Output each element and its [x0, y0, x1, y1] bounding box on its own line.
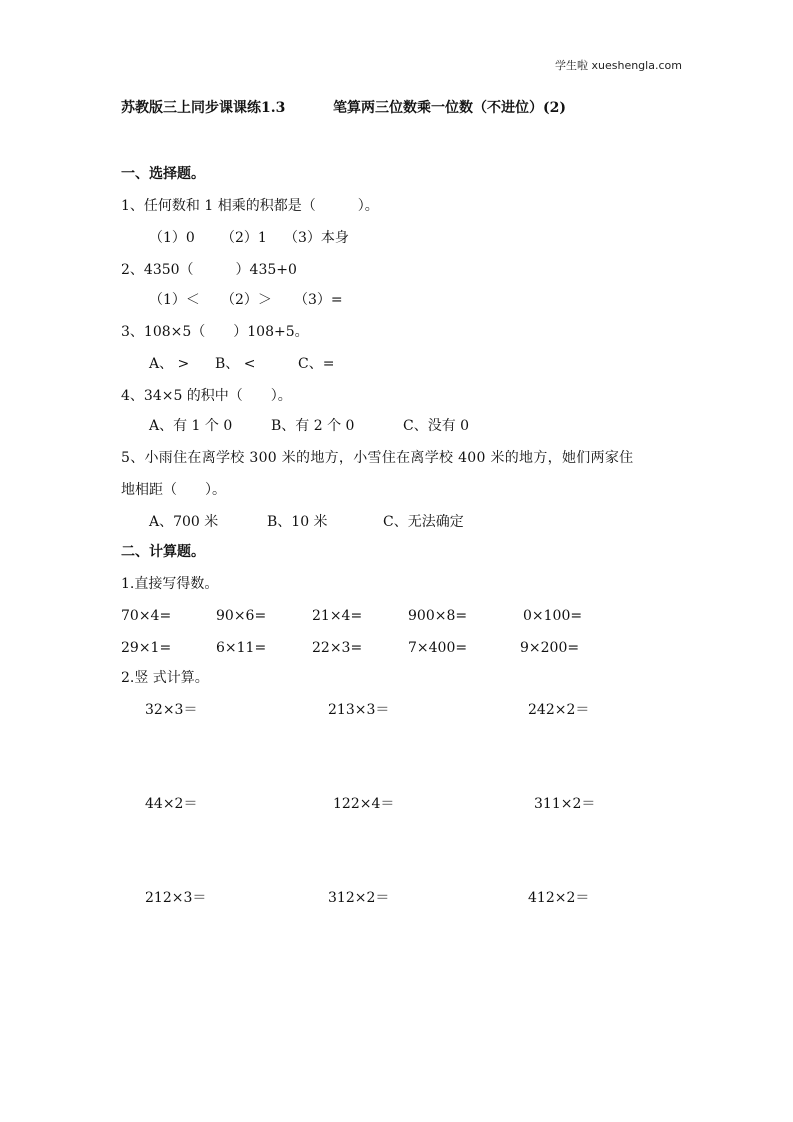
oral-problem: 21×4= — [312, 608, 363, 624]
vertical-problem: 44×2＝ — [145, 796, 198, 812]
site-watermark: 学生啦 xueshengla.com — [555, 59, 682, 72]
vertical-problem: 312×2＝ — [328, 890, 390, 906]
question-5-option: C、无法确定 — [383, 514, 464, 530]
document-title-right: 笔算两三位数乘一位数（不进位）(2) — [333, 100, 566, 116]
question-2-option: （1）＜ — [149, 292, 200, 308]
question-4-stem: 4、34×5 的积中（ ）。 — [121, 388, 292, 404]
part-2-label: 2.竖 式计算。 — [121, 670, 209, 686]
vertical-problem: 32×3＝ — [145, 702, 198, 718]
vertical-problem: 412×2＝ — [528, 890, 590, 906]
question-4-option: C、没有 0 — [403, 418, 470, 434]
oral-problem: 22×3= — [312, 640, 363, 656]
oral-problem: 29×1= — [121, 640, 172, 656]
oral-problem: 0×100= — [523, 608, 583, 624]
question-2-option: （3）= — [294, 292, 343, 308]
question-5-line-2: 地相距（ ）。 — [121, 482, 226, 498]
part-1-label: 1.直接写得数。 — [121, 576, 219, 592]
oral-problem: 70×4= — [121, 608, 172, 624]
oral-problem: 90×6= — [216, 608, 267, 624]
vertical-problem: 311×2＝ — [534, 796, 596, 812]
question-3-option: A、 > — [149, 356, 190, 372]
vertical-problem: 213×3＝ — [328, 702, 390, 718]
question-1-option: （2）1 — [221, 230, 267, 246]
question-3-option: C、= — [298, 356, 335, 372]
question-3-stem: 3、108×5（ ）108+5。 — [121, 324, 309, 340]
question-1-option: （3）本身 — [284, 230, 349, 246]
question-4-option: A、有 1 个 0 — [149, 418, 233, 434]
section-calculation-heading: 二、计算题。 — [121, 544, 205, 560]
vertical-problem: 242×2＝ — [528, 702, 590, 718]
question-5-line-1: 5、小雨住在离学校 300 米的地方，小雪住在离学校 400 米的地方，她们两家住 — [121, 450, 634, 466]
question-5-option: B、10 米 — [267, 514, 328, 530]
question-2-option: （2）＞ — [221, 292, 272, 308]
vertical-problem: 122×4＝ — [333, 796, 395, 812]
section-choice-heading: 一、选择题。 — [121, 166, 205, 182]
question-1-option: （1）0 — [149, 230, 195, 246]
document-title-left: 苏教版三上同步课课练1.3 — [121, 100, 286, 116]
vertical-problem: 212×3＝ — [145, 890, 207, 906]
question-5-option: A、700 米 — [149, 514, 219, 530]
oral-problem: 6×11= — [216, 640, 267, 656]
question-4-option: B、有 2 个 0 — [271, 418, 355, 434]
question-1-stem: 1、任何数和 1 相乘的积都是（ ）。 — [121, 198, 379, 214]
oral-problem: 7×400= — [408, 640, 468, 656]
oral-problem: 9×200= — [520, 640, 580, 656]
oral-problem: 900×8= — [408, 608, 468, 624]
question-3-option: B、 < — [215, 356, 256, 372]
question-2-stem: 2、4350（ ）435+0 — [121, 262, 297, 278]
